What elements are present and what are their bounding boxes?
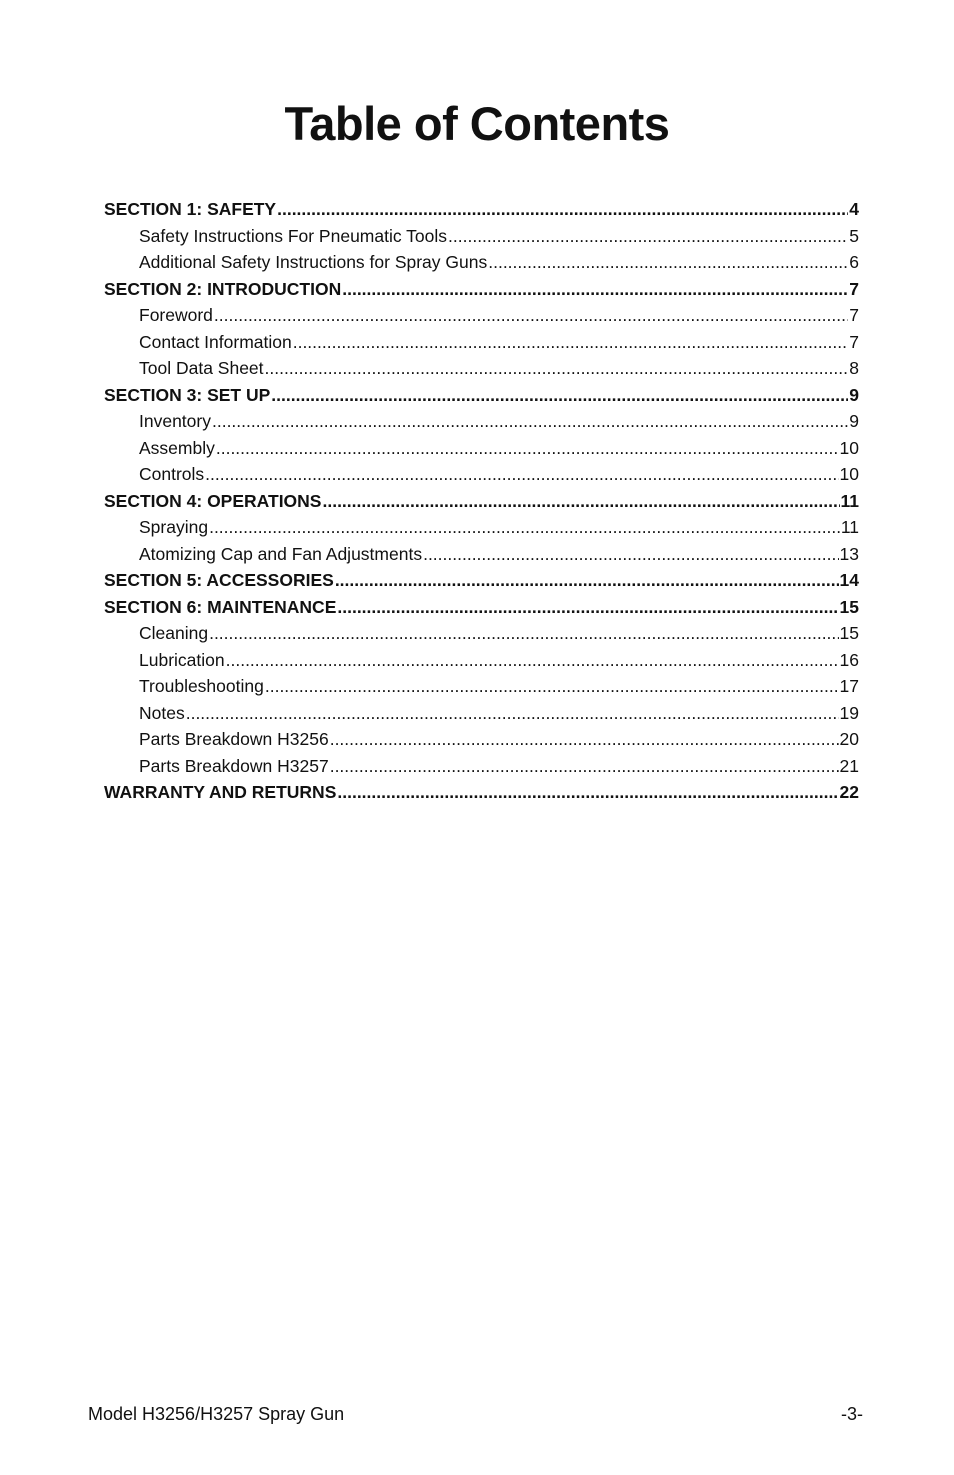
toc-entry-page-number: 5: [849, 225, 859, 246]
toc-dot-leader: [337, 779, 838, 806]
toc-dot-leader: [488, 249, 848, 276]
toc-dot-leader: [209, 620, 838, 647]
toc-subsection-entry[interactable]: [104, 753, 859, 780]
toc-subsection-entry[interactable]: [104, 408, 859, 435]
toc-subsection-entry[interactable]: [104, 700, 859, 727]
toc-dot-leader: [212, 408, 848, 435]
toc-entry-label: Troubleshooting: [139, 676, 264, 696]
toc-dot-leader: [265, 355, 849, 382]
toc-entry-page-number: 10: [839, 464, 859, 484]
toc-dot-leader: [337, 594, 838, 621]
page-title: Table of Contents: [284, 97, 670, 150]
toc-dot-leader: [322, 488, 839, 515]
toc-entry-label: Parts Breakdown H3257: [139, 755, 329, 776]
toc-subsection-entry[interactable]: [104, 647, 859, 674]
toc-entry-page-number: 19: [839, 702, 859, 723]
toc-subsection-entry[interactable]: [104, 329, 859, 356]
toc-entry-label: SECTION 4: OPERATIONS: [104, 490, 322, 511]
toc-section-entry[interactable]: [104, 196, 859, 223]
toc-entry-label: Cleaning: [139, 623, 209, 643]
toc-dot-leader: [293, 329, 849, 356]
toc-entry-label: SECTION 2: INTRODUCTION: [104, 278, 342, 299]
toc-section-entry[interactable]: [104, 382, 859, 409]
footer-page-number: -3-: [841, 1404, 863, 1424]
toc-entry-page-number: 11: [840, 517, 859, 537]
toc-subsection-entry[interactable]: [104, 435, 859, 462]
toc-entry-page-number: 14: [839, 570, 859, 590]
toc-entry-label: Additional Safety Instructions for Spray Guns: [139, 252, 488, 272]
toc-entry-page-number: 9: [849, 411, 859, 431]
toc-entry-label: Lubrication: [139, 649, 225, 670]
toc-section-entry[interactable]: [104, 276, 859, 303]
toc-entry-page-number: 11: [840, 490, 859, 511]
toc-dot-leader: [205, 461, 838, 488]
toc-entry-label: Spraying: [139, 517, 209, 537]
toc-entry-page-number: 7: [849, 305, 859, 325]
toc-entry-page-number: 13: [839, 543, 859, 564]
toc-entry-page-number: 15: [839, 596, 859, 617]
toc-subsection-entry[interactable]: [104, 541, 859, 568]
toc-entry-label: Assembly: [139, 437, 215, 458]
toc-dot-leader: [226, 647, 839, 674]
toc-section-entry[interactable]: [104, 567, 859, 594]
toc-entry-page-number: 22: [839, 782, 859, 802]
toc-entry-page-number: 17: [839, 676, 859, 696]
toc-entry-label: Notes: [139, 702, 185, 723]
toc-dot-leader: [330, 726, 839, 753]
toc-dot-leader: [423, 541, 838, 568]
toc-subsection-entry[interactable]: [104, 223, 859, 250]
toc-entry-label: Foreword: [139, 305, 213, 325]
toc-dot-leader: [265, 673, 839, 700]
toc-dot-leader: [335, 567, 839, 594]
toc-entry-label: Parts Breakdown H3256: [139, 729, 329, 749]
toc-subsection-entry[interactable]: [104, 726, 859, 753]
toc-entry-page-number: 8: [849, 358, 859, 378]
toc-entry-page-number: 21: [839, 755, 859, 776]
toc-entry-label: Atomizing Cap and Fan Adjustments: [139, 543, 423, 564]
toc-entry-label: Contact Information: [139, 331, 292, 352]
toc-dot-leader: [214, 302, 848, 329]
toc-dot-leader: [216, 435, 839, 462]
toc-entry-label: Tool Data Sheet: [139, 358, 264, 378]
toc-entry-label: SECTION 5: ACCESSORIES: [104, 570, 334, 590]
toc-entry-page-number: 7: [849, 331, 859, 352]
toc-entry-label: SECTION 3: SET UP: [104, 384, 271, 405]
toc-entry-label: WARRANTY AND RETURNS: [104, 782, 337, 802]
toc-entry-label: Controls: [139, 464, 205, 484]
toc-entry-page-number: 10: [839, 437, 859, 458]
toc-dot-leader: [277, 196, 848, 223]
footer-model-name: Model H3256/H3257 Spray Gun: [88, 1404, 345, 1424]
toc-entry-label: Safety Instructions For Pneumatic Tools: [139, 225, 448, 246]
toc-section-entry[interactable]: [104, 488, 859, 515]
page-footer: [88, 1404, 863, 1425]
toc-dot-leader: [448, 223, 848, 250]
toc-subsection-entry[interactable]: [104, 514, 859, 541]
toc-dot-leader: [186, 700, 839, 727]
toc-entry-page-number: 4: [849, 199, 859, 219]
toc-entry-label: SECTION 1: SAFETY: [104, 199, 277, 219]
toc-section-entry[interactable]: [104, 779, 859, 806]
toc-subsection-entry[interactable]: [104, 673, 859, 700]
toc-dot-leader: [271, 382, 848, 409]
table-of-contents: [104, 196, 859, 806]
toc-entry-label: Inventory: [139, 411, 211, 431]
toc-dot-leader: [342, 276, 848, 303]
toc-entry-label: SECTION 6: MAINTENANCE: [104, 596, 337, 617]
toc-entry-page-number: 7: [849, 278, 859, 299]
toc-subsection-entry[interactable]: [104, 620, 859, 647]
toc-subsection-entry[interactable]: [104, 461, 859, 488]
toc-section-entry[interactable]: [104, 594, 859, 621]
toc-entry-page-number: 20: [839, 729, 859, 749]
toc-subsection-entry[interactable]: [104, 302, 859, 329]
toc-entry-page-number: 9: [849, 384, 859, 405]
toc-entry-page-number: 15: [839, 623, 859, 643]
toc-subsection-entry[interactable]: [104, 355, 859, 382]
toc-subsection-entry[interactable]: [104, 249, 859, 276]
toc-entry-page-number: 6: [849, 252, 859, 272]
toc-dot-leader: [330, 753, 839, 780]
toc-dot-leader: [209, 514, 840, 541]
toc-entry-page-number: 16: [839, 649, 859, 670]
